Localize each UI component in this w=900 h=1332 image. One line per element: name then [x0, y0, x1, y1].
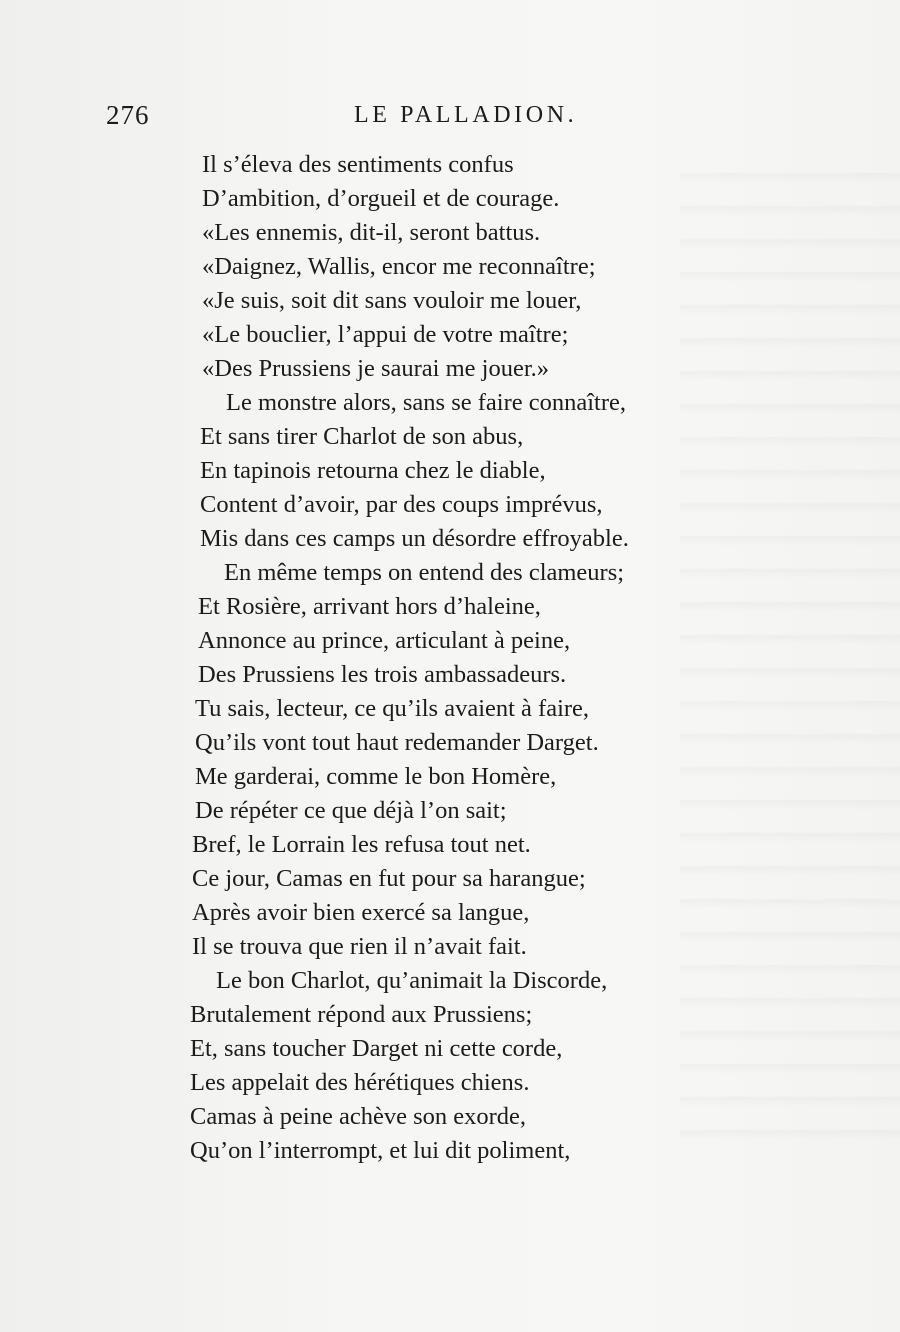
verse-line: «Des Prussiens je saurai me jouer.»	[202, 355, 550, 382]
page-number: 276	[106, 100, 150, 130]
verse-line: «Le bouclier, l’appui de votre maître;	[202, 321, 569, 348]
verse-line: Il se trouva que rien il n’avait fait.	[192, 933, 527, 960]
verse-line: Mis dans ces camps un désordre effroyable.	[200, 525, 629, 552]
verse-line: Et sans tirer Charlot de son abus,	[200, 423, 524, 450]
verse-line: Le bon Charlot, qu’animait la Discorde,	[216, 967, 608, 994]
verse-line: Content d’avoir, par des coups imprévus,	[200, 491, 603, 518]
running-title: LE PALLADION.	[354, 102, 578, 128]
verse-line: Et, sans toucher Darget ni cette corde,	[190, 1035, 563, 1062]
page-header	[0, 100, 900, 140]
verse-line: Tu sais, lecteur, ce qu’ils avaient à faire,	[195, 695, 590, 722]
verse-line: Et Rosière, arrivant hors d’haleine,	[198, 593, 541, 620]
verse-line: Le monstre alors, sans se faire connaître,	[226, 389, 627, 416]
verse-line: Bref, le Lorrain les refusa tout net.	[192, 831, 531, 858]
verse-line: Ce jour, Camas en fut pour sa harangue;	[192, 865, 586, 892]
verse-line: En tapinois retourna chez le diable,	[200, 457, 546, 484]
verse-line: De répéter ce que déjà l’on sait;	[195, 797, 507, 824]
verse-line: Camas à peine achève son exorde,	[190, 1103, 527, 1130]
verse-line: Il s’éleva des sentiments confus	[202, 151, 514, 178]
verse-line: Annonce au prince, articulant à peine,	[198, 627, 571, 654]
verse-line: «Daignez, Wallis, encor me reconnaître;	[202, 253, 596, 280]
verse-line: Me garderai, comme le bon Homère,	[195, 763, 557, 790]
verse-line: «Les ennemis, dit-il, seront battus.	[202, 219, 541, 246]
poem-body	[0, 148, 900, 1168]
verse-line: Des Prussiens les trois ambassadeurs.	[198, 661, 567, 688]
verse-line: D’ambition, d’orgueil et de courage.	[202, 185, 560, 212]
verse-line: Après avoir bien exercé sa langue,	[192, 899, 530, 926]
verse-line: Brutalement répond aux Prussiens;	[190, 1001, 533, 1028]
verse-line: Les appelait des hérétiques chiens.	[190, 1069, 530, 1096]
verse-line: Qu’ils vont tout haut redemander Darget.	[195, 729, 599, 756]
verse-line: «Je suis, soit dit sans vouloir me louer,	[202, 287, 582, 314]
verse-line: En même temps on entend des clameurs;	[224, 559, 625, 586]
verse-line: Qu’on l’interrompt, et lui dit poliment,	[190, 1137, 571, 1164]
